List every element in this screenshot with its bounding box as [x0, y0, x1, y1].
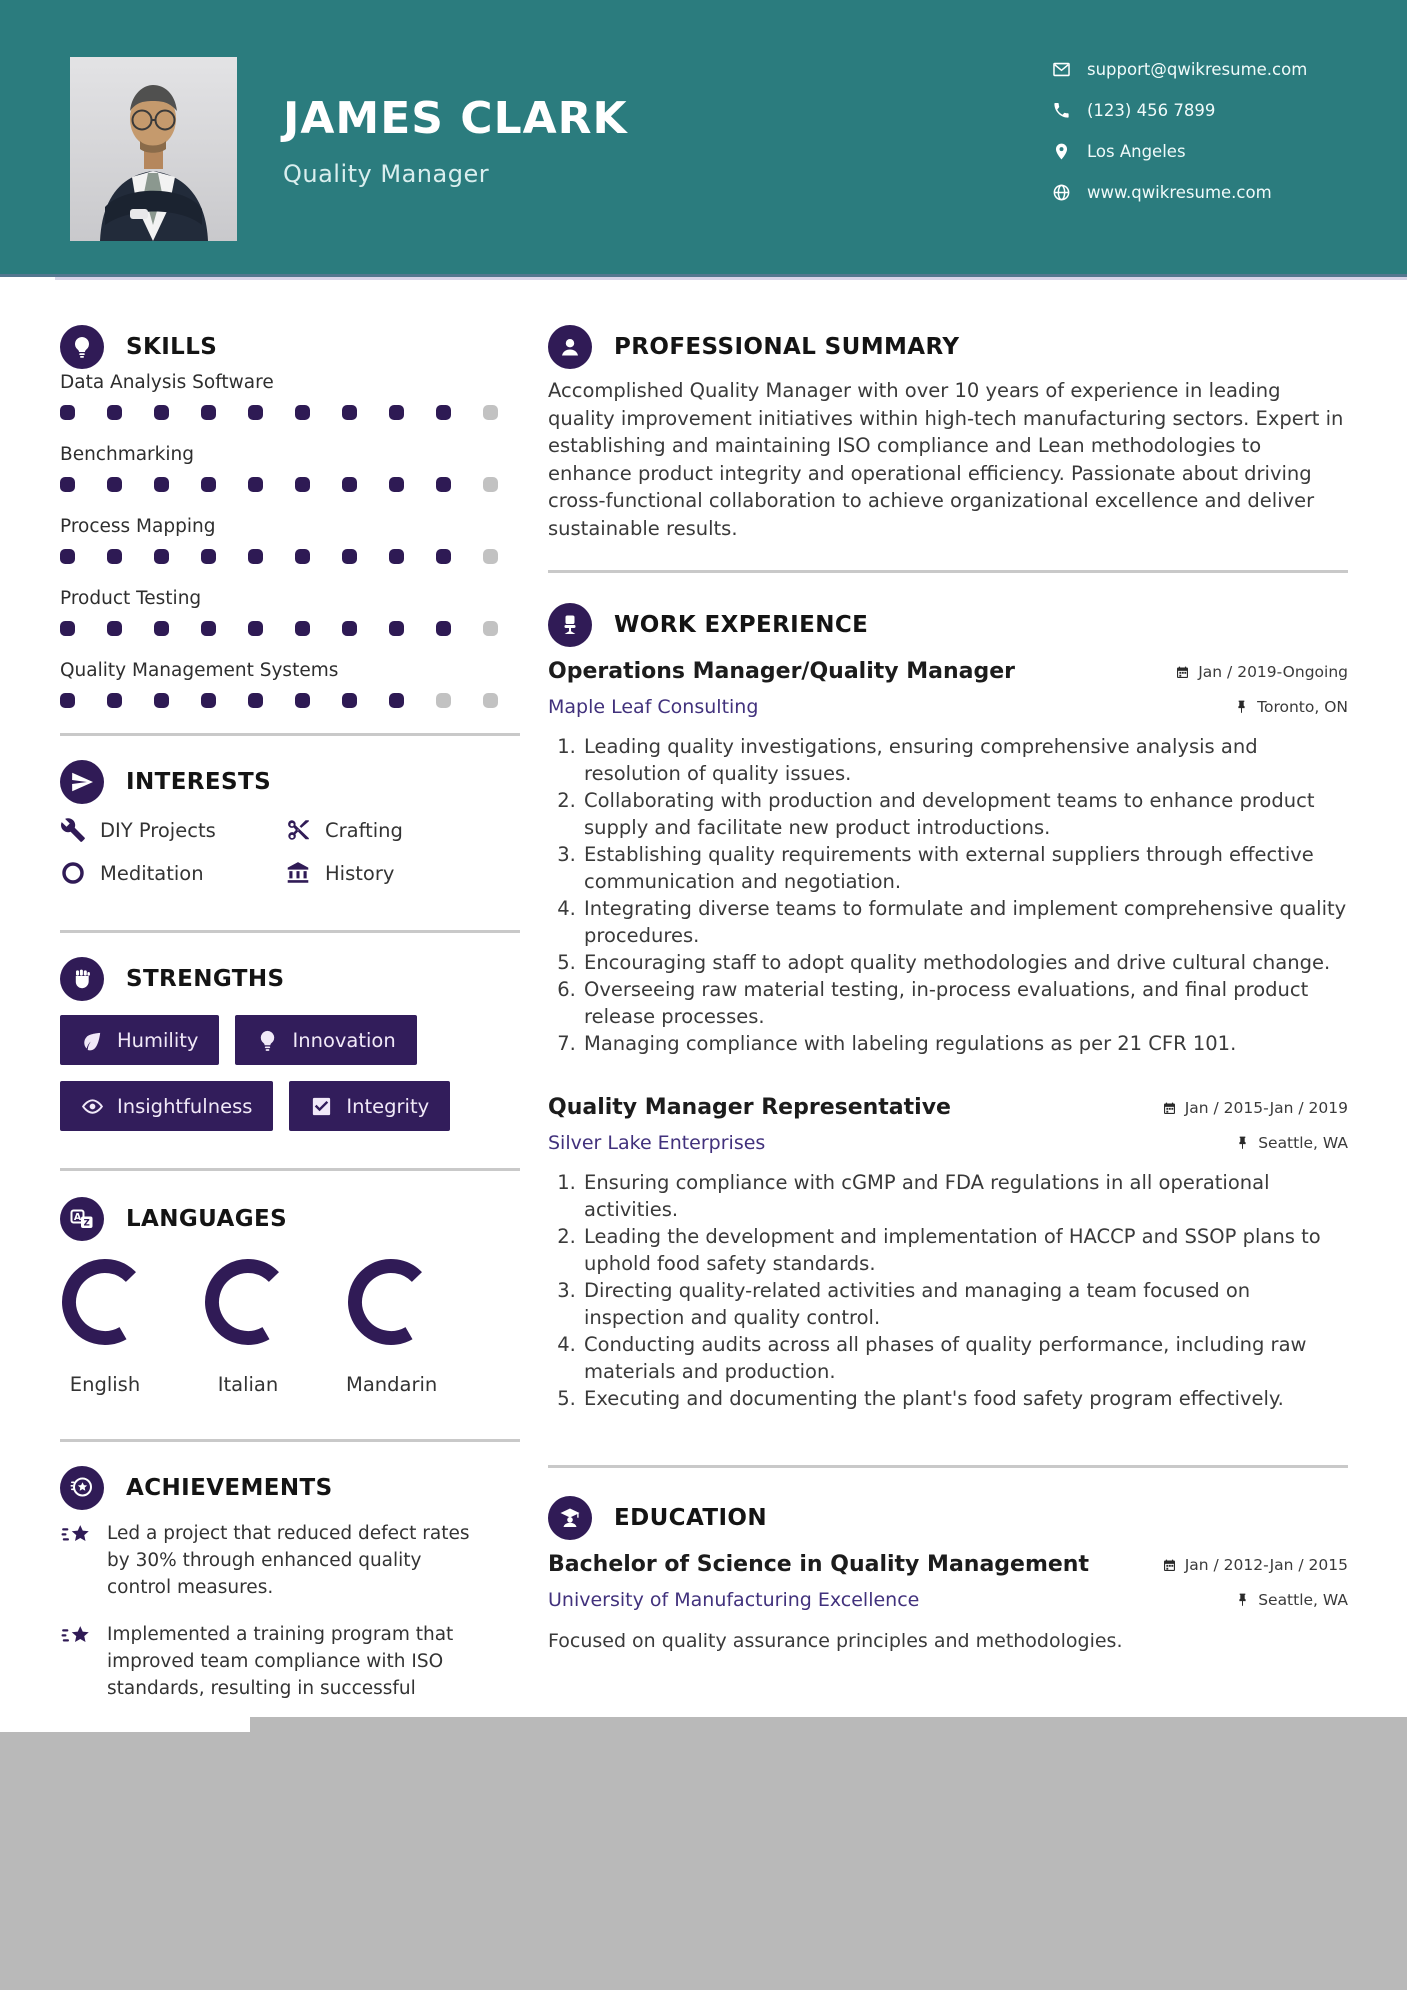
skill-dot: [154, 621, 169, 636]
interests-title: INTERESTS: [126, 769, 272, 795]
interest-label: DIY Projects: [100, 818, 216, 842]
skill-dot: [483, 477, 498, 492]
skill-label: Product Testing: [60, 588, 202, 609]
skill-dot: [60, 477, 75, 492]
skill-dot: [436, 477, 451, 492]
achievements-list: [60, 1520, 520, 1702]
skills-title: SKILLS: [126, 334, 218, 360]
job-location: Seattle, WA: [1258, 1134, 1348, 1152]
job-company-link[interactable]: Maple Leaf Consulting: [548, 696, 759, 718]
strength-badge: [289, 1081, 450, 1131]
skill-row: [60, 445, 520, 492]
interests-paper-plane-icon: [60, 760, 104, 804]
skill-dot: [248, 477, 263, 492]
skill-dot: [295, 477, 310, 492]
shooting-star-icon: [60, 1522, 93, 1552]
skill-dot: [295, 549, 310, 564]
skill-dot: [436, 621, 451, 636]
achievement-item: [60, 1520, 520, 1601]
interest-label: History: [325, 861, 395, 885]
language-level-arc: [346, 1257, 436, 1351]
skill-dot: [201, 405, 216, 420]
skill-dot: [342, 477, 357, 492]
education-school-link[interactable]: University of Manufacturing Excellence: [548, 1589, 920, 1611]
achievements-section-header: [60, 1466, 520, 1510]
contact-row[interactable]: [1052, 58, 1307, 80]
section-divider: [548, 570, 1348, 573]
language-level-arc: [203, 1257, 293, 1351]
strength-badge: [235, 1015, 416, 1065]
shooting-star-icon: [60, 1623, 93, 1653]
job-entry: [548, 657, 1348, 1057]
job-company-link[interactable]: Silver Lake Enterprises: [548, 1132, 766, 1154]
job-role: Operations Manager/Quality Manager: [548, 659, 1016, 684]
contact-text: support@qwikresume.com: [1087, 59, 1308, 79]
calendar-icon: [1175, 665, 1190, 680]
skill-dot: [201, 621, 216, 636]
skill-dot: [342, 405, 357, 420]
skill-dot: [436, 549, 451, 564]
strengths-fist-icon: [60, 957, 104, 1001]
skill-dot: [389, 693, 404, 708]
skill-dot: [436, 693, 451, 708]
experience-title: WORK EXPERIENCE: [614, 612, 869, 638]
skill-rating: [60, 621, 520, 636]
skill-label: Process Mapping: [60, 516, 216, 537]
section-divider: [60, 1439, 520, 1442]
job-bullet: 1. Ensuring compliance with cGMP and FDA regulations in all operational activities.: [582, 1169, 1348, 1223]
summary-title: PROFESSIONAL SUMMARY: [614, 334, 960, 360]
strengths-list: [60, 1015, 520, 1147]
strength-label: Humility: [117, 1028, 199, 1052]
person-name: JAMES CLARK: [283, 93, 628, 144]
svg-text:Z: Z: [83, 1218, 90, 1229]
skill-dot: [295, 405, 310, 420]
wrench-icon: [60, 817, 87, 844]
achievement-text: Implemented a training program that improved team compliance with ISO standards, resulting in successful: [107, 1624, 454, 1699]
skill-label: Data Analysis Software: [60, 372, 274, 393]
contact-text: (123) 456 7899: [1087, 100, 1216, 120]
interest-label: Crafting: [325, 818, 403, 842]
languages-list: [60, 1257, 520, 1396]
strengths-section-header: [60, 957, 520, 1001]
skills-lightbulb-icon: [60, 325, 104, 369]
strengths-title: STRENGTHS: [126, 966, 285, 992]
experience-section-header: [548, 603, 1348, 647]
skill-dot: [389, 621, 404, 636]
interest-item: [285, 859, 520, 887]
skill-dot: [389, 477, 404, 492]
section-divider: [548, 1465, 1348, 1468]
skill-dot: [154, 693, 169, 708]
footer-gray-bar: [0, 1732, 1407, 1990]
skill-dot: [248, 405, 263, 420]
languages-title: LANGUAGES: [126, 1206, 288, 1232]
skill-row: [60, 661, 520, 708]
skill-rating: [60, 405, 520, 420]
contact-row[interactable]: [1052, 99, 1307, 121]
strength-label: Innovation: [292, 1028, 396, 1052]
skill-dot: [60, 693, 75, 708]
language-item: [60, 1257, 150, 1396]
skill-dot: [154, 477, 169, 492]
calendar-icon: [1162, 1101, 1177, 1116]
job-bullet-list: [548, 733, 1348, 1057]
skill-row: [60, 589, 520, 636]
contact-text: www.qwikresume.com: [1087, 182, 1272, 202]
globe-icon: [1052, 183, 1071, 202]
ring-icon: [60, 860, 87, 887]
language-item: [203, 1257, 293, 1396]
profile-photo: [70, 57, 237, 241]
skill-row: [60, 517, 520, 564]
job-bullet: 6. Overseeing raw material testing, in-process evaluations, and final product release processes.: [582, 976, 1348, 1030]
skill-dot: [342, 693, 357, 708]
language-label: Mandarin: [346, 1373, 438, 1396]
job-bullet-list: [548, 1169, 1348, 1412]
education-location: Seattle, WA: [1258, 1591, 1348, 1609]
job-bullet: 3. Establishing quality requirements with external suppliers through effective communication and negotiation.: [582, 841, 1348, 895]
language-item: [346, 1257, 436, 1396]
contact-row[interactable]: [1052, 140, 1307, 162]
svg-text:A: A: [73, 1211, 82, 1223]
skill-dot: [107, 405, 122, 420]
skill-row: [60, 373, 520, 420]
strength-badge: [60, 1015, 219, 1065]
job-dates: Jan / 2015-Jan / 2019: [1184, 1099, 1348, 1117]
education-note: Focused on quality assurance principles and methodologies.: [548, 1630, 1123, 1652]
achievements-medal-icon: [60, 1466, 104, 1510]
job-bullet: 7. Managing compliance with labeling regulations as per 21 CFR 101.: [582, 1030, 1348, 1057]
skill-dot: [248, 621, 263, 636]
bank-icon: [285, 860, 312, 887]
interest-item: [285, 816, 520, 844]
skill-dot: [60, 621, 75, 636]
skill-dot: [248, 549, 263, 564]
skill-dot: [389, 549, 404, 564]
skill-rating: [60, 693, 520, 708]
language-label: Italian: [217, 1373, 279, 1396]
skill-dot: [154, 405, 169, 420]
skill-dot: [342, 621, 357, 636]
language-label: English: [69, 1373, 141, 1396]
interests-section-header: [60, 760, 520, 804]
skill-dot: [483, 621, 498, 636]
skill-label: Benchmarking: [60, 444, 194, 465]
skill-dot: [483, 549, 498, 564]
section-divider: [60, 1168, 520, 1171]
skill-dot: [436, 405, 451, 420]
pin-icon: [1052, 142, 1071, 161]
skills-section-header: [60, 325, 520, 369]
skill-dot: [201, 477, 216, 492]
header-banner: [0, 0, 1407, 274]
skill-dot: [107, 693, 122, 708]
skill-rating: [60, 549, 520, 564]
job-bullet: 4. Conducting audits across all phases of quality performance, including raw materials and production.: [582, 1331, 1348, 1385]
skill-rating: [60, 477, 520, 492]
right-column: [548, 325, 1348, 1655]
education-entry: [548, 1550, 1348, 1655]
skills-list: [60, 373, 520, 708]
leaf-icon: [81, 1029, 104, 1052]
job-dates: Jan / 2019-Ongoing: [1198, 663, 1348, 681]
strength-badge: [60, 1081, 273, 1131]
pushpin-icon: [1235, 1593, 1250, 1608]
phone-icon: [1052, 101, 1071, 120]
skill-dot: [154, 549, 169, 564]
skill-dot: [342, 549, 357, 564]
section-divider: [60, 733, 520, 736]
pushpin-icon: [1234, 700, 1249, 715]
skill-dot: [60, 549, 75, 564]
job-bullet: 2. Leading the development and implementation of HACCP and SSOP plans to uphold food safety standards.: [582, 1223, 1348, 1277]
education-graduate-icon: [548, 1496, 592, 1540]
experience-chair-icon: [548, 603, 592, 647]
summary-person-icon: [548, 325, 592, 369]
interest-label: Meditation: [100, 861, 204, 885]
language-level-arc: [60, 1257, 150, 1351]
summary-text: Accomplished Quality Manager with over 10 years of experience in leading quality improvement initiatives within high-tech manufacturing sectors. Expert in establishing and maintaining ISO compliance and Lean methodologies to enhance product integrity and operational efficiency. Passionate about driving cross-functional collaboration to achieve organizational excellence and deliver sustainable results.: [548, 379, 1344, 540]
job-entry: [548, 1093, 1348, 1412]
skill-dot: [483, 405, 498, 420]
bulb-icon: [256, 1029, 279, 1052]
job-bullet: 5. Encouraging staff to adopt quality methodologies and drive cultural change.: [582, 949, 1348, 976]
education-degree: Bachelor of Science in Quality Management: [548, 1552, 1089, 1577]
interest-item: [60, 816, 285, 844]
contact-row[interactable]: [1052, 181, 1307, 203]
contact-info: [1052, 58, 1307, 222]
skill-dot: [60, 405, 75, 420]
jobs-list: [548, 657, 1348, 1412]
skill-dot: [201, 693, 216, 708]
skill-dot: [107, 549, 122, 564]
eye-icon: [81, 1095, 104, 1118]
person-title: Quality Manager: [283, 160, 490, 189]
job-bullet: 5. Executing and documenting the plant's food safety program effectively.: [582, 1385, 1348, 1412]
envelope-icon: [1052, 60, 1071, 79]
achievement-text: Led a project that reduced defect rates by 30% through enhanced quality control measures.: [107, 1523, 470, 1598]
education-title: EDUCATION: [614, 1505, 768, 1531]
strength-label: Integrity: [346, 1094, 430, 1118]
education-section-header: [548, 1496, 1348, 1540]
section-divider: [60, 930, 520, 933]
skill-dot: [389, 405, 404, 420]
profile-photo-image: [70, 57, 237, 241]
left-column: [60, 325, 520, 1722]
pushpin-icon: [1235, 1136, 1250, 1151]
achievements-title: ACHIEVEMENTS: [126, 1475, 333, 1501]
skill-dot: [107, 621, 122, 636]
achievement-item: [60, 1621, 520, 1702]
languages-translate-icon: [60, 1197, 104, 1241]
skill-dot: [107, 477, 122, 492]
skill-dot: [295, 621, 310, 636]
header-divider-light: [55, 277, 1407, 280]
footer-gray-step: [250, 1717, 1407, 1732]
skill-dot: [483, 693, 498, 708]
job-bullet: 2. Collaborating with production and development teams to enhance product supply and facilitate new product introductions.: [582, 787, 1348, 841]
strength-label: Insightfulness: [117, 1094, 253, 1118]
job-role: Quality Manager Representative: [548, 1095, 951, 1120]
skill-label: Quality Management Systems: [60, 660, 339, 681]
contact-text: Los Angeles: [1087, 141, 1186, 161]
skill-dot: [201, 549, 216, 564]
summary-section-header: [548, 325, 1348, 369]
languages-section-header: [60, 1197, 520, 1241]
skill-dot: [295, 693, 310, 708]
interest-item: [60, 859, 285, 887]
calendar-icon: [1162, 1558, 1177, 1573]
interests-list: [60, 816, 520, 887]
job-bullet: 1. Leading quality investigations, ensuring comprehensive analysis and resolution of quality issues.: [582, 733, 1348, 787]
education-dates: Jan / 2012-Jan / 2015: [1184, 1556, 1348, 1574]
job-bullet: 4. Integrating diverse teams to formulate and implement comprehensive quality procedures.: [582, 895, 1348, 949]
check-icon: [310, 1095, 333, 1118]
scissors-icon: [285, 817, 312, 844]
skill-dot: [248, 693, 263, 708]
job-location: Toronto, ON: [1257, 698, 1348, 716]
job-bullet: 3. Directing quality-related activities and managing a team focused on inspection and quality control.: [582, 1277, 1348, 1331]
